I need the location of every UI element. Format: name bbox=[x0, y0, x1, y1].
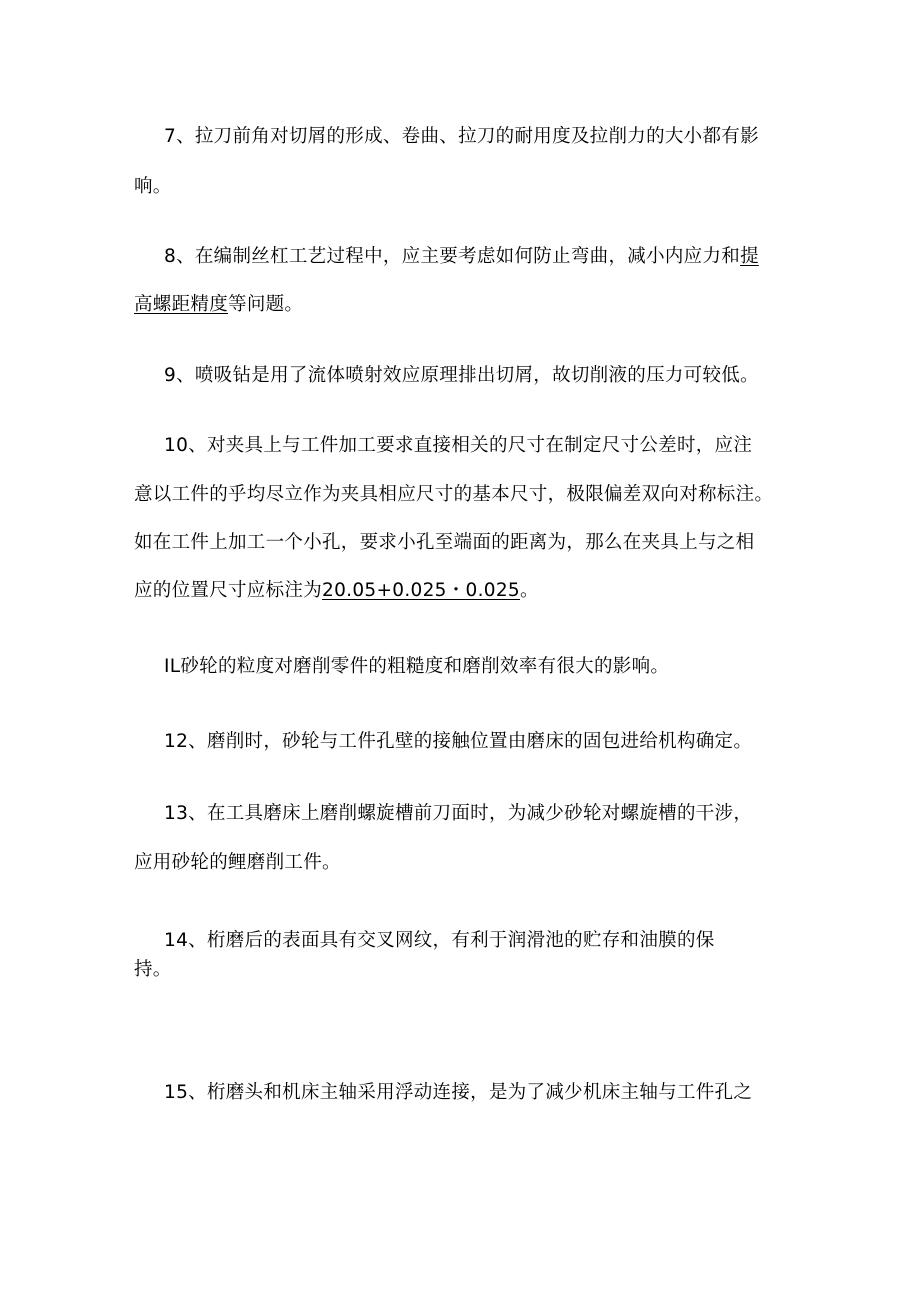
paragraph-15-line-1: 15、桁磨头和机床主轴采用浮动连接，是为了减少机床主轴与工件孔之 bbox=[164, 1082, 753, 1103]
paragraph-7-line-1: 7、拉刀前角对切屑的形成、卷曲、拉刀的耐用度及拉削力的大小都有影 bbox=[164, 126, 759, 147]
paragraph-8-line-1 bbox=[164, 244, 759, 270]
paragraph-7-line-2: 响。 bbox=[134, 176, 172, 197]
paragraph-9-line-1: 9、喷吸钻是用了流体喷射效应原理排出切屑，故切削液的压力可较低。 bbox=[164, 365, 759, 386]
paragraph-11-line-1: IL砂轮的粒度对磨削零件的粗糙度和磨削效率有很大的影响。 bbox=[164, 656, 670, 677]
paragraph-10-line-4 bbox=[134, 578, 539, 604]
paragraph-8-underlined-text-end: 高螺距精度 bbox=[134, 294, 229, 315]
paragraph-13-line-1: 13、在工具磨床上磨削螺旋槽前刀面时，为减少砂轮对螺旋槽的干涉， bbox=[164, 803, 753, 824]
paragraph-8-line-2-text: 等问题。 bbox=[228, 294, 304, 315]
paragraph-10-line-4-end: 。 bbox=[520, 580, 539, 601]
paragraph-10-line-1: 10、对夹具上与工件加工要求直接相关的尺寸在制定尺寸公差时，应注 bbox=[164, 435, 753, 456]
paragraph-10-line-2: 意以工件的乎均尽立作为夹具相应尺寸的基本尺寸，极限偏差双向对称标注。 bbox=[134, 484, 774, 505]
paragraph-10-line-4-text: 应的位置尺寸应标注为 bbox=[134, 580, 323, 601]
dimension-value: 20.05+0.025・0.025 bbox=[322, 580, 521, 601]
paragraph-8-underlined-text-start: 提 bbox=[740, 246, 759, 267]
paragraph-12-line-1: 12、磨削时，砂轮与工件孔壁的接触位置由磨床的固包进给机构确定。 bbox=[164, 731, 753, 752]
paragraph-13-line-2: 应用砂轮的鲤磨削工件。 bbox=[134, 852, 341, 873]
paragraph-8-line-2 bbox=[134, 292, 303, 318]
paragraph-14-line-2: 持。 bbox=[134, 959, 172, 980]
paragraph-14-line-1: 14、桁磨后的表面具有交叉网纹，有利于润滑池的贮存和油膜的保 bbox=[164, 930, 715, 951]
paragraph-10-line-3: 如在工件上加工一个小孔，要求小孔至端面的距离为，那么在夹具上与之相 bbox=[134, 532, 755, 553]
paragraph-8-line-1-text: 8、在编制丝杠工艺过程中，应主要考虑如何防止弯曲，减小内应力和 bbox=[164, 246, 741, 267]
